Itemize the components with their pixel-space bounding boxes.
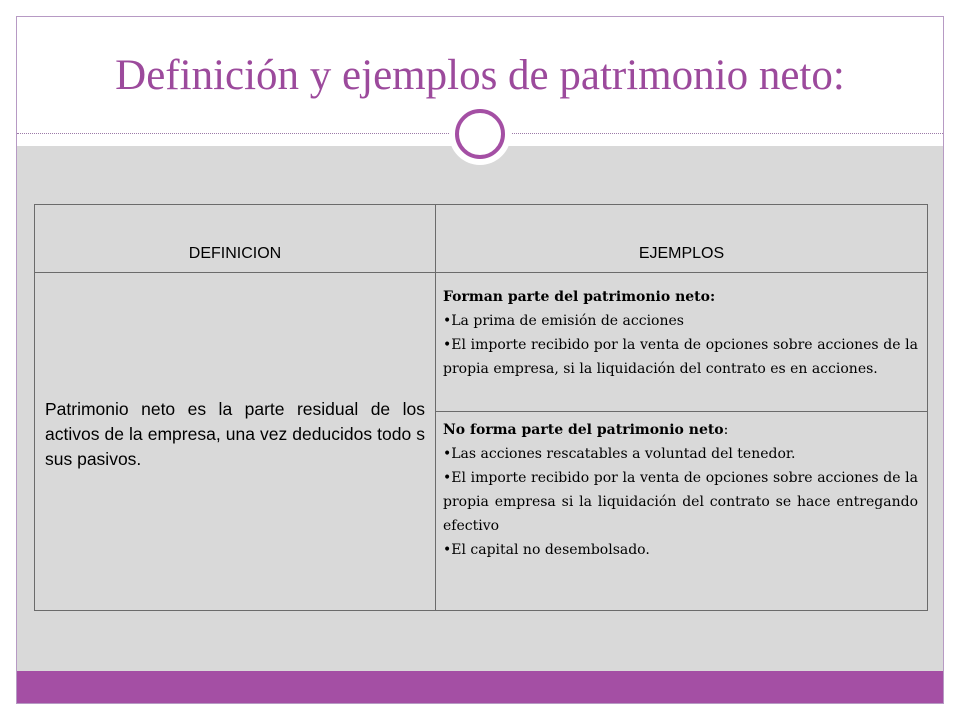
- excluded-heading-line: [443, 418, 918, 442]
- definition-table: [34, 204, 928, 611]
- excluded-heading: No forma parte del patrimonio neto: [443, 422, 724, 438]
- header-divider: [35, 272, 927, 273]
- list-item: •El importe recibido por la venta de opciones sobre acciones de la propia empresa si la liquidación del contrato se hace entregando efectivo: [443, 470, 918, 534]
- included-heading: Forman parte del patrimonio neto:: [443, 289, 716, 305]
- page-title: Definición y ejemplos de patrimonio neto:: [115, 52, 845, 99]
- list-item: •Las acciones rescatables a voluntad del tenedor.: [443, 446, 796, 462]
- examples-included-cell: [443, 285, 918, 381]
- circle-ornament-icon: [455, 109, 505, 159]
- list-item: •El capital no desembolsado.: [443, 542, 650, 558]
- definition-text: Patrimonio neto es la parte residual de los activos de la empresa, una vez deducidos todo s sus pasivos.: [45, 399, 425, 469]
- header-definicion: DEFINICION: [188, 245, 282, 262]
- list-item: •El importe recibido por la venta de opciones sobre acciones de la propia empresa, si la liquidación del contrato es en acciones.: [443, 337, 918, 377]
- list-item: •La prima de emisión de acciones: [443, 313, 684, 329]
- header-ejemplos: EJEMPLOS: [638, 245, 725, 262]
- excluded-heading-suffix: :: [723, 422, 729, 438]
- column-divider: [435, 205, 436, 610]
- examples-divider: [436, 411, 927, 412]
- examples-excluded-cell: [443, 418, 918, 562]
- bottom-accent-bar: [17, 671, 943, 703]
